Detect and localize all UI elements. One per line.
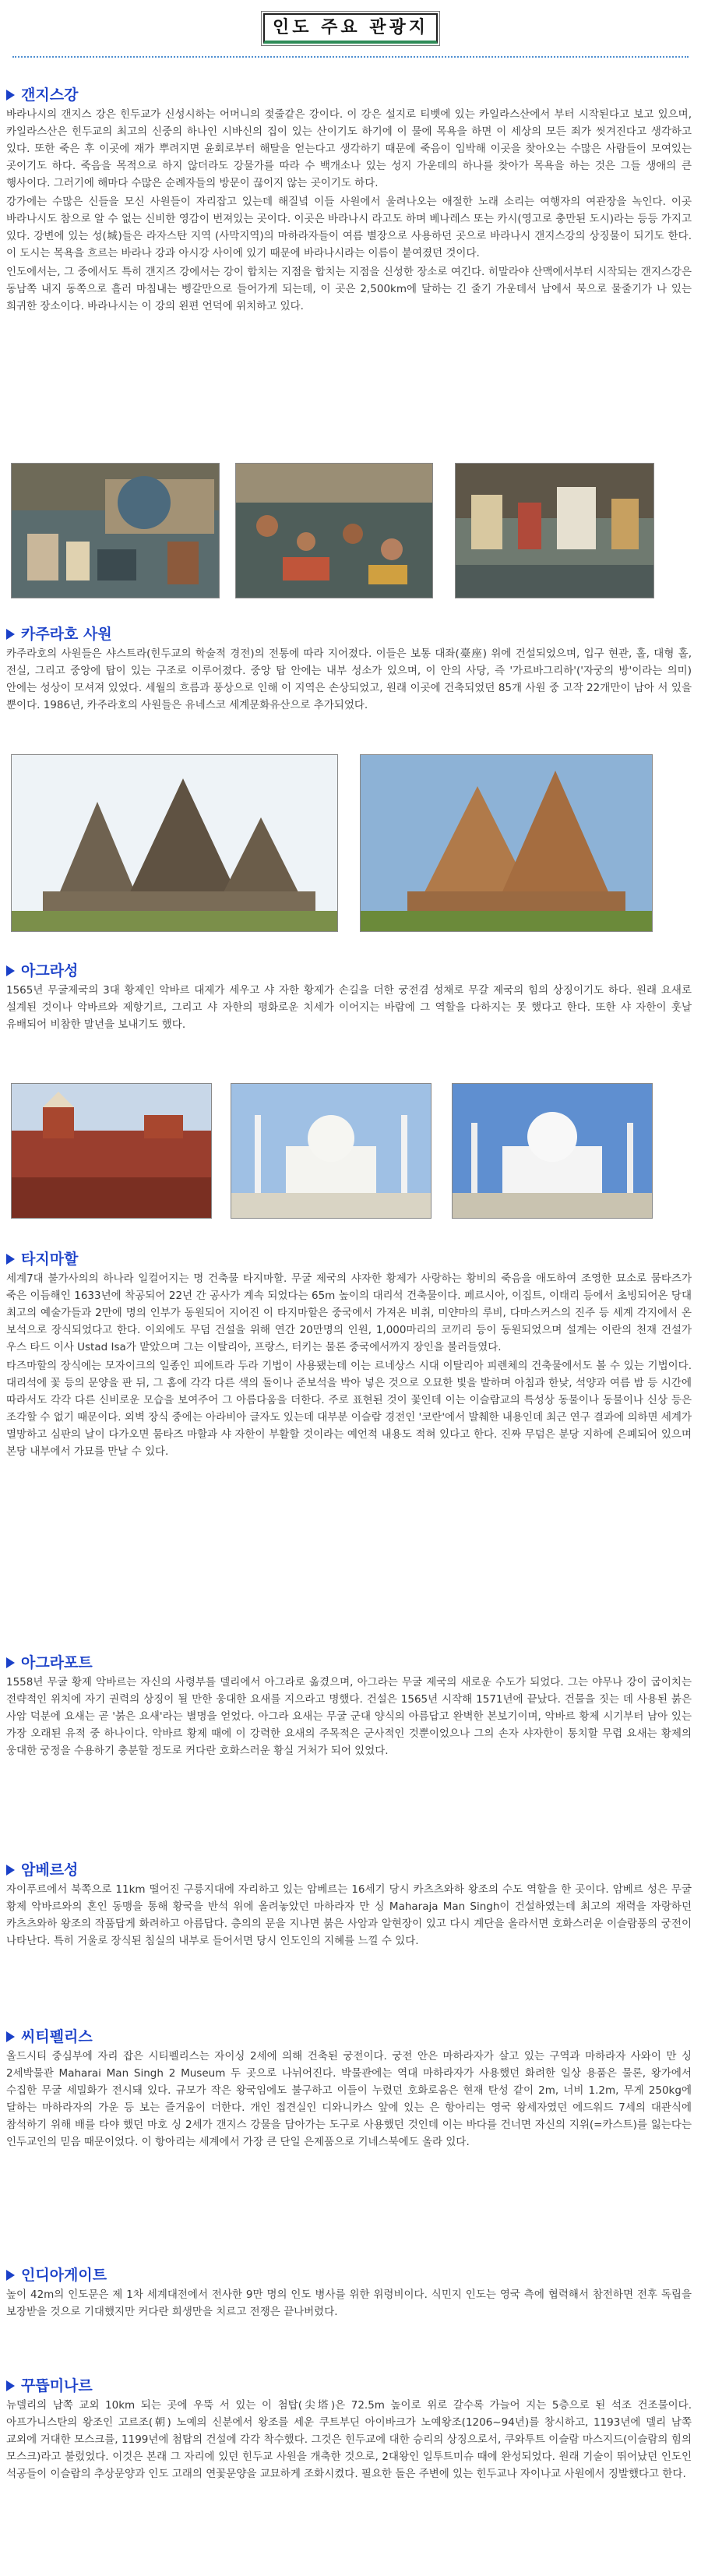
triangle-bullet-icon (6, 2031, 15, 2042)
section-qutub-minar (6, 2375, 692, 2484)
ganges-steps-pilgrims-photo (455, 463, 654, 598)
section-heading-ganges: 갠지스강 (6, 84, 692, 106)
qutub-minar-paragraph-1: 뉴델리의 남쪽 교외 10km 되는 곳에 우뚝 서 있는 이 첨탑(尖塔)은 72.5m 높이로 위로 갈수록 가늘어 지는 5층으로 된 석조 건조물이다. 아프가니스탄의 왕조인 고르조(朝) 노예의 신분에서 왕조를 세운 쿠트부딘 아이바크가 노예왕조(1206~94년)를 창시하고, 1193년에 델리 남쪽 교외에 거대한 모스크를, 1199년에 첨탑의 건설에 각각 착수했다. 그것은 힌두교에 대한 승리의 상징으로서, 쿠와투트 이슬람 마스지드(이슬람의 힘의 모스크)라고 불렀었다. 이것은 본래 그 자리에 있던 힌두교 사원을 개축한 것으로, 2대왕인 일투트미슈 때에 완성되었다. 원래 기술이 뛰어났던 인도인 석공들이 이슬람의 추상문양과 인도 고래의 연꽃문양을 교묘하게 조화시켰다. 필요한 돌은 주변에 있는 힌두교나 자이나교 사원에서 징발했다고 한다. (6, 2399, 692, 2480)
section-khajuraho (6, 623, 692, 715)
section-ganges (6, 84, 692, 316)
section-heading-city-palace: 씨티펠리스 (6, 2026, 692, 2048)
ganges-paragraph-3: 인도에서는, 그 중에서도 특히 갠지즈 강에서는 강이 합치는 지점을 합치는 지점을 신성한 장소로 여긴다. 히말라야 산맥에서부터 시작되는 갠지스강은 동남쪽 내지 동쪽으로 흘러 마침내는 벵갈만으로 들어가게 되는데, 이 곳은 2,500km에 달하는 긴 줄기 가운데서 남에서 북으로 물줄기가 나 있는 희귀한 장소이다. 바라나시는 이 강의 왼편 언덕에 위치하고 있다. (6, 266, 692, 312)
section-heading-qutub-minar: 꾸뜹미나르 (6, 2375, 692, 2397)
india-gate-paragraph-1: 높이 42m의 인도문은 제 1차 세계대전에서 전사한 9만 명의 인도 병사를 위한 위령비이다. 식민지 인도는 영국 측에 협력해서 참전하면 전후 독립을 보장받을 것으로 기대했지만 커다란 희생만을 치르고 전쟁은 끝나버렸다. (6, 2288, 692, 2318)
taj-mahal-paragraph-1: 세계7대 불가사의의 하나라 일컬어지는 명 건축물 타지마할. 무굴 제국의 샤자한 황제가 사랑하는 황비의 죽음을 애도하여 조영한 묘소로 뭄타즈가 죽은 이듬해인 1633년에 착공되어 22년 간 공사가 계속 되었다는 65m 높이의 대리석 건축물이다. 페르시아, 이집트, 이태리 등에서 초빙되어온 당대 최고의 예술가들과 2만에 명의 인부가 동원되어 지어진 이 타지마할은 중국에서 가져온 비취, 미얀마의 루비, 다마스커스의 진주 등 세계 각지에서 온 보석으로 장식되었다고 한다. 이외에도 무덤 건설을 위해 연간 20만명의 인원, 1,000마리의 코끼리 등이 동원되었으며 설계는 이란의 천재 건설가 우스 타드 이사 Ustad Isa가 맡았으며 그는 이탈리아, 프랑스, 터키는 물론 중국에서까지 장인을 불러들였다. (6, 1272, 692, 1353)
triangle-bullet-icon (6, 2380, 15, 2391)
triangle-bullet-icon (6, 2270, 15, 2281)
ganges-paragraph-1: 바라나시의 갠지스 강은 힌두교가 신성시하는 어머니의 젖줄같은 강이다. 이 강은 설지로 티벳에 있는 카일라스산에서 부터 시작된다고 보고 있으며, 카일라스산은 힌두교의 최고의 신중의 하나인 시바신의 집이 있는 산이기도 하기에 이 물에 목욕을 하면 이 세상의 모든 죄가 씻겨진다고 생각하고 있다. 또한 죽은 후 이곳에 재가 뿌려지면 윤회로부터 해탈을 얻는다고 생각하기 때문에 죽음이 임박해 이곳을 찾아오는 수많은 사람들이 모여있는 곳이기도 하다. 죽음을 목적으로 하지 않더라도 강물가를 따라 수 백개소나 있는 성지 가운데의 하나를 찾아가 목욕을 하는 것은 그들 생애의 큰 행사이다. 그러기에 해마다 수많은 순례자들의 방문이 끊이지 않는 곳이기도 하다. (6, 108, 692, 189)
section-heading-taj-mahal: 타지마할 (6, 1248, 692, 1270)
section-amber-fort (6, 1859, 692, 1951)
section-heading-agra-fort-2: 아그라포트 (6, 1652, 692, 1674)
agra-fort-2-paragraph-1: 1558년 무굴 황제 악바르는 자신의 사령부를 델리에서 아그라로 옮겼으며, 아그라는 무굴 제국의 새로운 수도가 되었다. 그는 야무나 강이 굽이치는 전략적인 위치에 자기 권력의 상징이 될 만한 웅대한 요새를 지으라고 명했다. 건설은 1565년 시작해 1571년에 끝났다. 건물을 짓는 데 사용된 붉은 사암 덕분에 요새는 곧 '붉은 요새'라는 별명을 얻었다. 아그라 요새는 무굴 군대 양식의 아름답고 완벽한 본보기이며, 악바르 황제 시기부터 남아 있는 가장 오래된 유적 중 하나이다. 악바르 황제 때에 이 강력한 요새의 주목적은 군사적인 것뿐이었으나 그의 손자 샤자한이 통치할 무렵 요새는 황제의 웅대한 궁정을 수용하기 충분할 정도로 커다란 호화스러운 황실 거처가 되어 있었다. (6, 1676, 692, 1757)
agra-red-fort-wall-photo (11, 1083, 212, 1219)
section-taj-mahal (6, 1248, 692, 1462)
page-title: 인도 주요 관광지 (263, 13, 438, 44)
title-frame (261, 11, 440, 46)
triangle-bullet-icon (6, 1254, 15, 1265)
triangle-bullet-icon (6, 1865, 15, 1876)
taj-mahal-paragraph-2: 타즈마할의 장식에는 모자이크의 일종인 피에트라 두라 기법이 사용됐는데 이는 르네상스 시대 이탈리아 피렌체의 건축물에서도 볼 수 있는 기법이다. 대리석에 꽃 등의 문양을 판 뒤, 그 홈에 각각 다른 색의 돌이나 준보석을 박아 넣은 것으로 오묘한 빛을 발하며 아침과 한낮, 석양과 여름 밤 등 시간에 따라서도 각각 다른 신비로운 모습을 보여주어 그 아름다움을 더한다. 주로 표현된 것이 꽃인데 이는 이슬람교의 특성상 동물이나 동물이나 신상 등은 조각할 수 없기 때문이다. 외벽 장식 중에는 아라비아 글자도 있는데 대부분 이슬람 경전인 '코란'에서 발췌한 내용인데 최근 연구 결과에 의하면 세계가 멸망하고 심판의 날이 다가오면 뭄타즈 마할과 샤 자한이 부활할 것이라는 예언적 내용도 적혀 있다고 한다. 진짜 무덤은 분당 지하에 은폐되어 있으며 본당 내부에서 가묘를 만날 수 있다. (6, 1360, 692, 1458)
agra-fort-paragraph-1: 1565년 무굴제국의 3대 황제인 악바르 대제가 세우고 샤 자한 황제가 손길을 더한 궁전겸 성채로 무갈 제국의 힘의 상징이기도 하다. 원래 요새로 설계된 것이나 악바르와 제항기르, 그리고 샤 자한의 평화로운 치세가 이어지는 바람에 그 역할을 다하지는 못 했다고 한다. 또한 샤 자한이 훗날 유배되어 비참한 말년을 보내기도 했다. (6, 984, 692, 1031)
title-divider (12, 56, 689, 58)
section-heading-khajuraho: 카주라호 사원 (6, 623, 692, 645)
section-heading-india-gate: 인디아게이트 (6, 2264, 692, 2286)
khajuraho-temple-photo-2 (360, 754, 653, 932)
ganges-ghat-bathers-photo (11, 463, 220, 598)
ganges-river-bathers-photo (235, 463, 433, 598)
taj-mahal-photo-1 (231, 1083, 432, 1219)
city-palace-paragraph-1: 올드시티 중심부에 자리 잡은 시티펠리스는 자이싱 2세에 의해 건축된 궁전이다. 궁전 안은 마하라자가 살고 있는 구역과 마하라자 사와이 만 싱 2세박물관 Maharai Man Singh 2 Museum 두 곳으로 나뉘어진다. 박물관에는 역대 마하라자가 사용했던 화려한 일상 용품은 물론, 왕가에서 수집한 무굴 세밀화가 전시돼 있다. 규모가 작은 왕국임에도 불구하고 이들이 누렸던 호화로움은 현재 탄성 같이 2m, 너비 1.2m, 무게 250kg에 달하는 마하라자의 가운 등 보는 즐거움이 더한다. 개인 접견실인 디와니카스 앞에 있는 은 항아리는 영국 왕세자였던 에드워드 7세의 대관식에 참석하기 위해 배를 타야 했던 마호 싱 2세가 갠지스 강물을 담아가는 도구로 사용했던 것인데 이는 바다를 건너면 자신의 지위(=카스트)를 잃는다는 인두교인의 믿음 때문이었다. 이 항아리는 세계에서 가장 큰 단일 은제품으로 기네스북에도 올라 있다. (6, 2050, 692, 2148)
triangle-bullet-icon (6, 965, 15, 976)
section-city-palace (6, 2026, 692, 2152)
triangle-bullet-icon (6, 90, 15, 101)
section-heading-agra-fort: 아그라성 (6, 960, 692, 982)
taj-mahal-photo-2 (452, 1083, 653, 1219)
section-agra-fort (6, 960, 692, 1035)
section-heading-amber-fort: 암베르성 (6, 1859, 692, 1881)
triangle-bullet-icon (6, 1657, 15, 1668)
triangle-bullet-icon (6, 629, 15, 640)
section-india-gate (6, 2264, 692, 2322)
amber-fort-paragraph-1: 자이푸르에서 북쪽으로 11km 떨어진 구릉지대에 자리하고 있는 암베르는 16세기 당시 카츠츠와하 왕조의 수도 역할을 한 곳이다. 암베르 성은 무굴 황제 악바르와의 혼인 동맹을 통해 황국을 반석 위에 올려놓았던 마하라자 만 싱 Maharaja Man Singh이 건설하였는데 최고의 재력을 자랑하던 카츠츠와하 왕조의 작품답게 화려하고 아름답다. 층의의 문을 지나면 붉은 사암과 알현장이 있고 다시 계단을 올라서면 호화스러운 이슬람풍의 궁전이 나타난다. 특히 거울로 장식된 침실의 내부로 들어서면 당시 인도인의 지혜를 느낄 수 있다. (6, 1883, 692, 1947)
ganges-paragraph-2: 강가에는 수많은 신들을 모신 사원들이 자리잡고 있는데 해질녘 이들 사원에서 울려나오는 애절한 노래 소리는 여행자의 여관장을 녹인다. 이곳 바라나시도 참으로 알 수 없는 신비한 영감이 번져있는 곳이다. 이곳은 바라나시 라고도 하며 베나레스 또는 카시(영고로 충만된 도시)라는 등등 가지고 있다. 강변에 있는 성(城)들은 라자스탄 지역 (사막지역)의 마하라자들이 여름 별장으로 사용하던 곳으로 바라나시 갠지스강의 상징물이 되기도 한다. 이 도시는 목욕을 흐르는 바라나 강과 아시강 사이에 있기 때문에 바라나시라는 이름이 붙여졌던 것이다. (6, 196, 692, 259)
khajuraho-temple-photo-1 (11, 754, 338, 932)
khajuraho-paragraph-1: 카주라호의 사원들은 샤스트라(힌두교의 학술적 경전)의 전통에 따라 지어졌다. 이들은 보통 대좌(臺座) 위에 건설되었으며, 입구 현관, 홀, 대형 홀, 전실, 그리고 중앙에 탑이 있는 구조로 이루어졌다. 중앙 탑 안에는 내부 성소가 있으며, 이 안의 사당, 즉 '가르바그리하'('자궁의 방'이라는 의미) 안에는 성상이 모셔져 있었다. 세월의 흐름과 풍상으로 인해 이 지역은 손상되었고, 원래 이곳에 건축되었던 85개 사원 중 고작 22개만이 남아 서 있을 뿐이다. 1986년, 카주라호의 사원들은 유네스코 세계문화유산으로 추가되었다. (6, 648, 692, 711)
title-area (0, 11, 701, 46)
section-agra-fort-2 (6, 1652, 692, 1761)
